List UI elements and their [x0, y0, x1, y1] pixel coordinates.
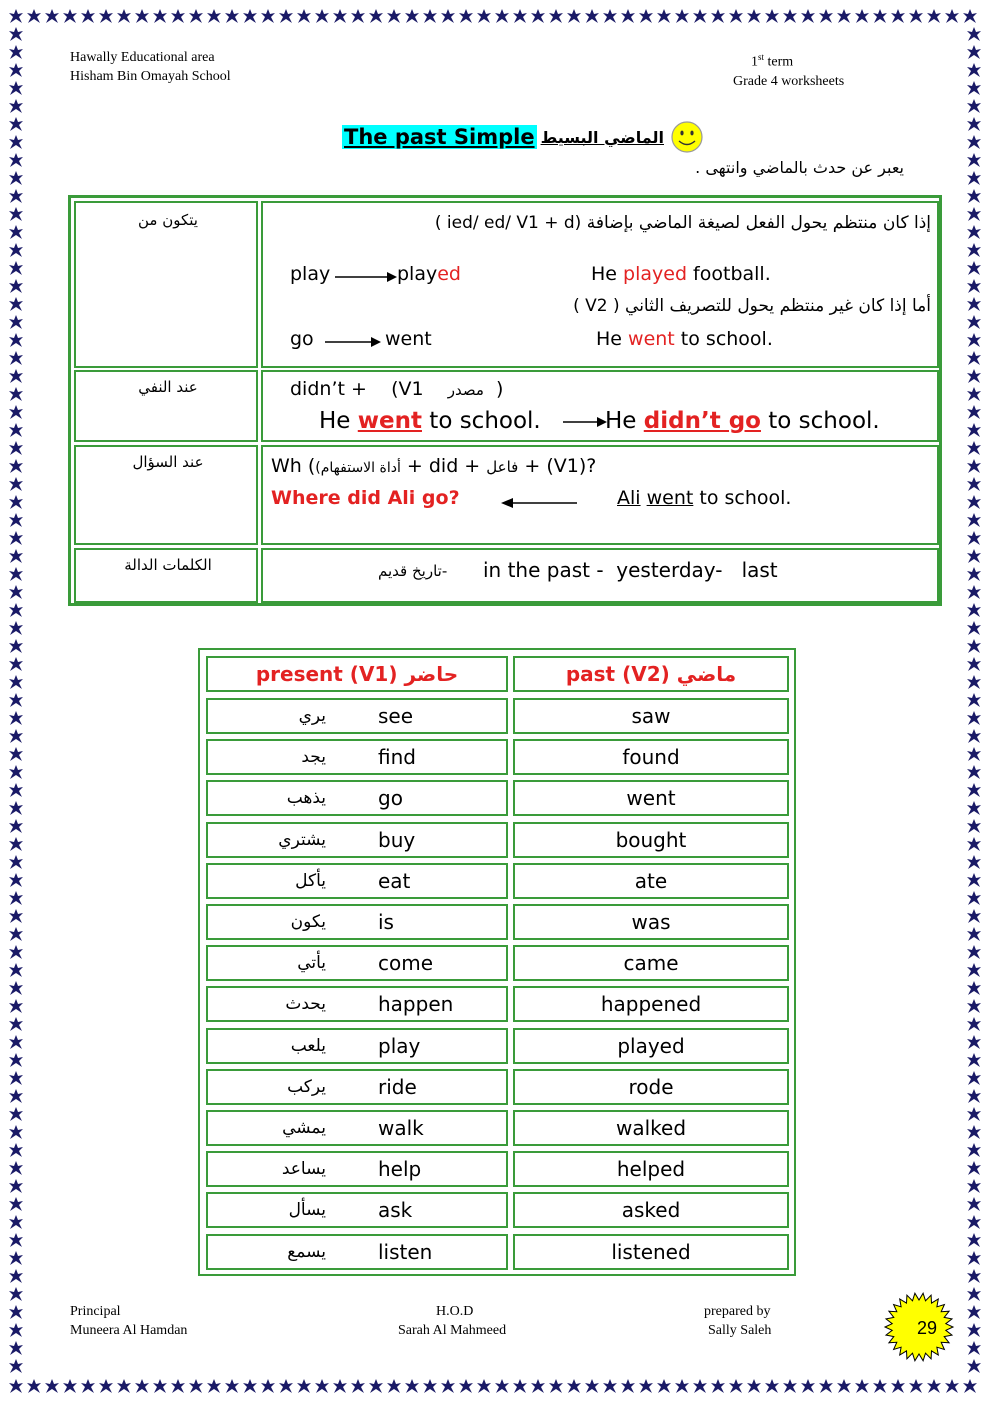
verb-v1: listen — [378, 1239, 433, 1264]
question-answer: Ali went to school. — [617, 487, 792, 509]
verb-arabic: يلعب — [290, 1035, 326, 1056]
regular-rule: إذا كان منتظم يحول الفعل لصيغة الماضي بإضافة (ied/ ed/ V1 + d ) — [434, 213, 931, 233]
verb-v2: listened — [513, 1234, 789, 1270]
school-name: Hisham Bin Omayah School — [70, 69, 231, 84]
formation-label: يتكون من — [138, 211, 198, 229]
verb-arabic: يكون — [290, 912, 326, 932]
verb-present-cell — [206, 822, 508, 858]
negative-label-cell — [74, 370, 258, 442]
hod-name: Sarah Al Mahmeed — [398, 1323, 507, 1338]
verb-present-cell — [206, 1151, 508, 1187]
negative-rule: didn’t + (V1 مصدر ) — [290, 378, 504, 400]
formation-content-cell — [261, 201, 939, 368]
question-rule: Wh ((أداة الاستفهام + did + فاعل + (V1)? — [271, 455, 597, 477]
signal-label: الكلمات الدالة — [124, 556, 212, 574]
arrow-icon — [563, 416, 607, 428]
irregular-rule: أما إذا كان غير منتظم يحول للتصريف الثاني ( V2 ) — [573, 296, 931, 316]
header-left — [70, 48, 231, 86]
grammar-table — [68, 195, 942, 606]
verb-arabic: يذهب — [286, 788, 326, 809]
question-label: عند السؤال — [132, 453, 204, 471]
question-content-cell — [261, 445, 939, 545]
term-label: 1st term — [751, 52, 794, 70]
verb-v1: play — [378, 1033, 421, 1058]
verb-v2: played — [513, 1028, 789, 1064]
lesson-title — [342, 120, 704, 154]
grade-label: Grade 4 worksheets — [733, 73, 845, 89]
verb-present-cell — [206, 739, 508, 775]
signal-english: in the past - yesterday- last — [483, 558, 778, 582]
verb-v1: find — [378, 745, 416, 770]
arrow-icon — [335, 271, 397, 283]
verb-arabic: يأتي — [297, 953, 326, 974]
verb-v1: happen — [378, 992, 454, 1017]
formation-label-cell — [74, 201, 258, 368]
verb-present-cell — [206, 780, 508, 816]
negative-example-positive: He went to school. — [319, 408, 541, 434]
verb-v2: went — [513, 780, 789, 816]
verb-v2: walked — [513, 1110, 789, 1146]
verb-arabic: يركب — [287, 1076, 326, 1097]
verb-arabic: يساعد — [281, 1159, 326, 1180]
title-english: The past Simple — [344, 125, 535, 149]
arrow-icon — [325, 336, 381, 348]
prepared-title: prepared by — [704, 1304, 771, 1319]
verb-arabic: يحدث — [285, 994, 326, 1015]
smiley-icon — [670, 120, 704, 154]
header-past: past (V2) ماضي — [513, 656, 789, 692]
verb-v2: helped — [513, 1151, 789, 1187]
signal-arabic: تاريخ قديم- — [378, 562, 448, 580]
verb-v2: rode — [513, 1069, 789, 1105]
negative-content-cell — [261, 370, 939, 442]
area-name: Hawally Educational area — [70, 50, 215, 65]
verb-v1: eat — [378, 868, 411, 893]
verb-v2: ate — [513, 863, 789, 899]
verb-arabic: يجد — [301, 747, 326, 768]
verb-v2: happened — [513, 986, 789, 1022]
verb-present-cell — [206, 1192, 508, 1228]
verb-arabic: يشتري — [278, 829, 326, 850]
verb-v2: came — [513, 945, 789, 981]
verb-present-cell — [206, 1028, 508, 1064]
verb-arabic: يسأل — [288, 1200, 326, 1221]
header-present: present (V1) حاضر — [206, 656, 508, 692]
ex1-sentence: He played football. — [591, 263, 771, 285]
verb-arabic: يري — [298, 706, 326, 726]
verb-present-cell — [206, 1234, 508, 1270]
verb-v2: was — [513, 904, 789, 940]
verb-v2: bought — [513, 822, 789, 858]
verb-v1: is — [378, 910, 394, 934]
verb-v1: walk — [378, 1116, 424, 1140]
verb-v1: ask — [378, 1198, 413, 1223]
question-example: Where did Ali go? — [271, 487, 460, 509]
hod-title: H.O.D — [436, 1304, 474, 1319]
verb-arabic: يأكل — [295, 870, 326, 891]
verb-present-cell — [206, 698, 508, 734]
verb-present-cell — [206, 986, 508, 1022]
verb-present-cell — [206, 863, 508, 899]
page-number: 29 — [916, 1318, 938, 1338]
verb-present-cell — [206, 1069, 508, 1105]
title-arabic: الماضي البسيط — [540, 127, 664, 147]
verb-v1: go — [378, 786, 403, 811]
page-number-badge — [882, 1290, 956, 1364]
footer-hod — [398, 1302, 506, 1340]
footer-prepared — [704, 1302, 771, 1340]
verb-arabic: يمشي — [282, 1118, 326, 1138]
ex1-base: play — [290, 263, 331, 285]
principal-name: Muneera Al Hamdan — [70, 1323, 188, 1338]
lesson-description: يعبر عن حدث بالماضي وانتهى . — [695, 158, 904, 177]
principal-title: Principal — [70, 1304, 121, 1319]
ex1-past: played — [397, 263, 461, 285]
verb-v1: ride — [378, 1074, 417, 1099]
verbs-table — [198, 648, 796, 1276]
arrow-left-icon — [501, 497, 577, 509]
verb-v1: come — [378, 951, 434, 976]
question-label-cell — [74, 445, 258, 545]
signal-label-cell — [74, 548, 258, 603]
footer-principal — [70, 1302, 187, 1340]
negative-label: عند النفي — [138, 378, 198, 396]
verb-v2: saw — [513, 698, 789, 734]
ex2-base: go — [290, 328, 314, 350]
verb-present-cell — [206, 904, 508, 940]
verb-present-cell — [206, 945, 508, 981]
verb-v1: see — [378, 704, 414, 728]
verb-v2: asked — [513, 1192, 789, 1228]
header-right — [733, 48, 844, 91]
ex2-sentence: He went to school. — [596, 328, 773, 350]
prepared-name: Sally Saleh — [708, 1323, 772, 1338]
verb-arabic: يسمع — [287, 1241, 326, 1262]
signal-content-cell — [261, 548, 939, 603]
verb-v1: help — [378, 1157, 422, 1182]
verb-v1: buy — [378, 827, 416, 852]
verb-present-cell — [206, 1110, 508, 1146]
ex2-past: went — [385, 328, 432, 350]
negative-example-negative: He didn’t go to school. — [605, 408, 880, 434]
verb-v2: found — [513, 739, 789, 775]
